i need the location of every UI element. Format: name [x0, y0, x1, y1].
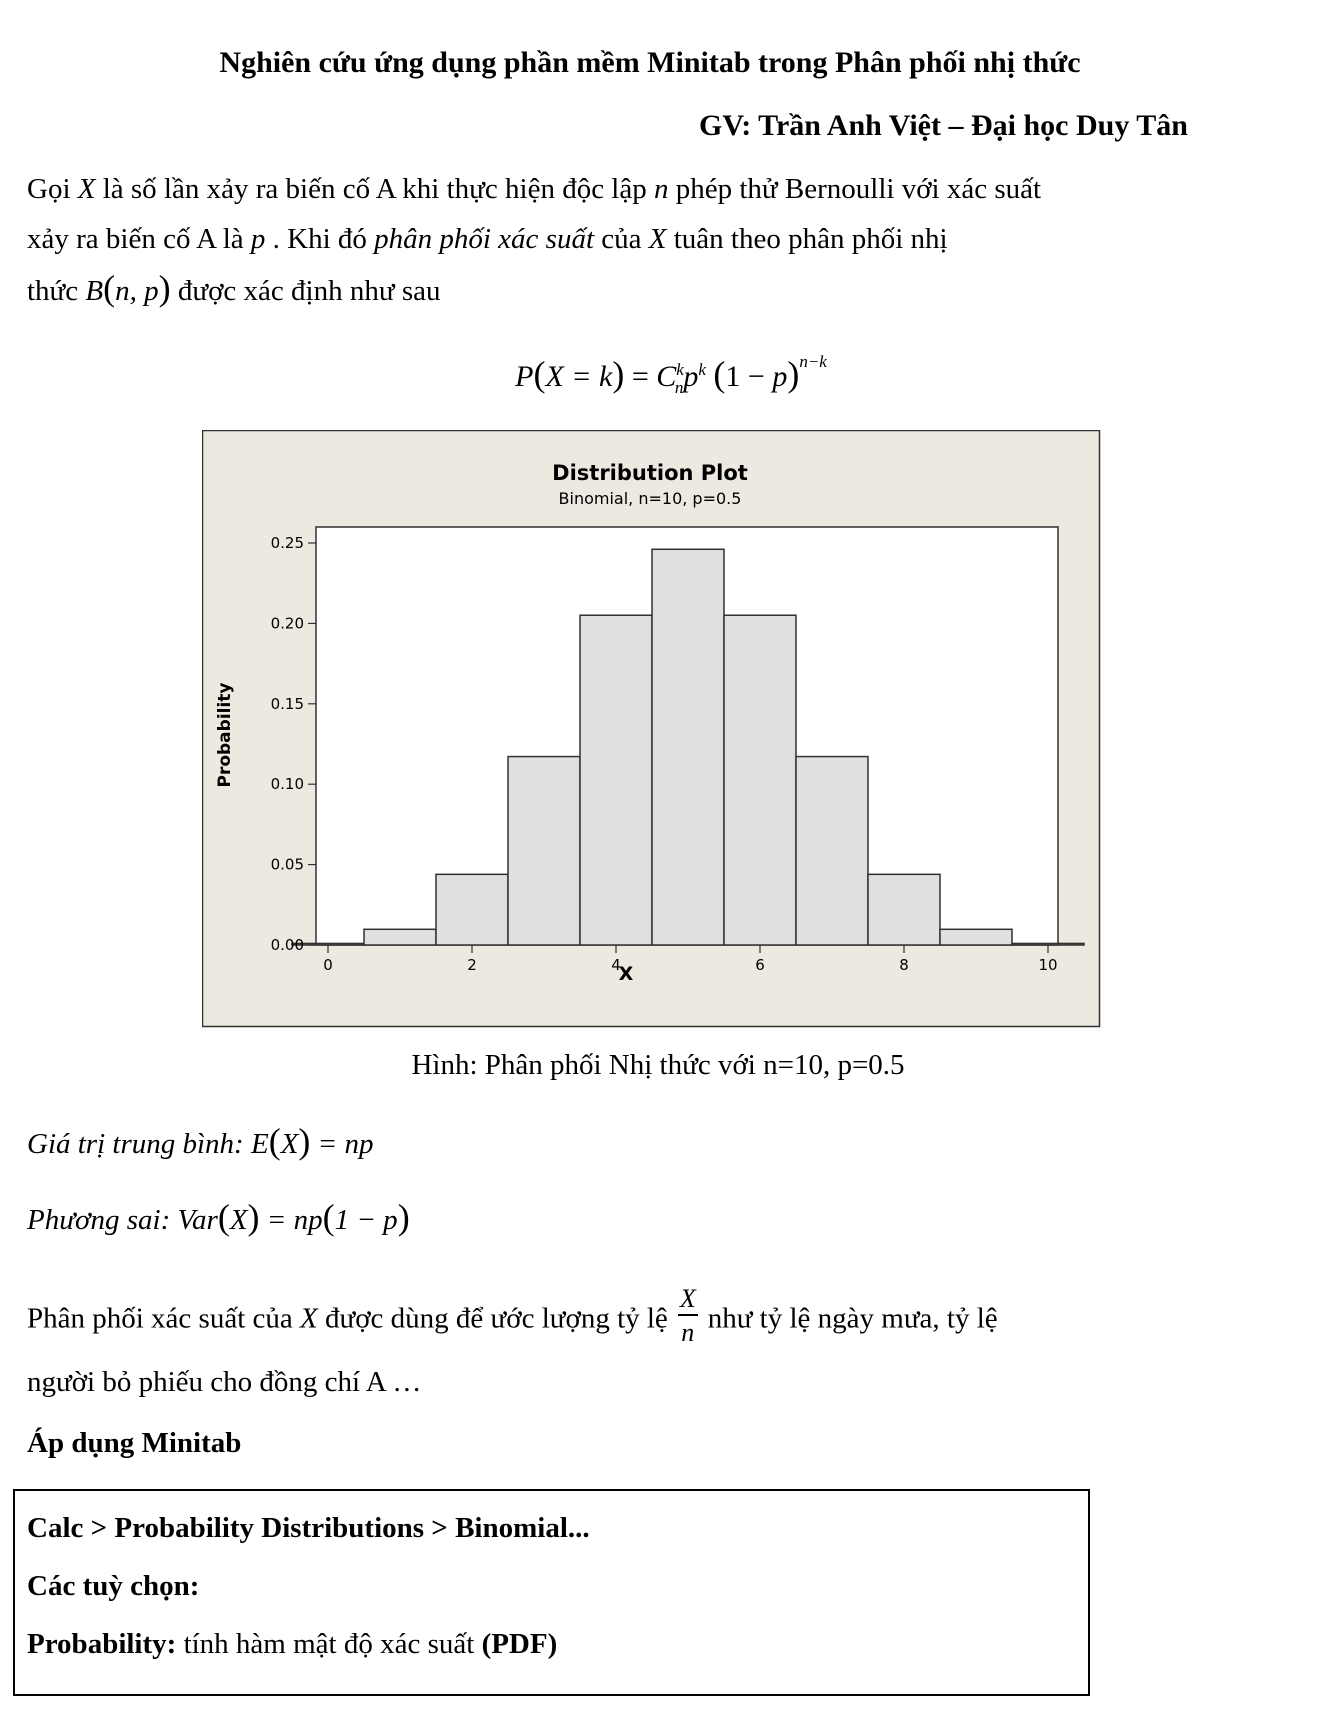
- bar-x-3: [508, 757, 580, 945]
- bar-x-2: [436, 874, 508, 945]
- bar-x-8: [868, 874, 940, 945]
- y-tick-label: 0.20: [270, 614, 304, 633]
- figure-caption: Hình: Phân phối Nhị thức với n=10, p=0.5: [411, 1049, 905, 1081]
- x-axis-label: X: [618, 963, 634, 985]
- chart-subtitle: Binomial, n=10, p=0.5: [558, 489, 742, 508]
- bar-x-9: [940, 929, 1012, 945]
- intro-line-1: Gọi X là số lần xảy ra biến cố A khi thực hiện độc lập n phép thử Bernoulli với xác suất: [27, 173, 1042, 205]
- bar-x-7: [796, 757, 868, 945]
- y-tick-label: 0.15: [270, 694, 304, 713]
- author-line: GV: Trần Anh Việt – Đại học Duy Tân: [698, 109, 1188, 142]
- x-tick-label: 2: [467, 956, 477, 974]
- y-tick-label: 0.05: [270, 855, 304, 874]
- intro-line-2: xảy ra biến cố A là p . Khi đó phân phối xác suất của X tuân theo phân phối nhị: [27, 223, 948, 255]
- intro-line-3: thức B(n, p) được xác định như sau: [27, 268, 441, 308]
- y-axis-label: Probability: [215, 682, 235, 788]
- section-heading: Áp dụng Minitab: [27, 1427, 242, 1459]
- usage-line-1: Phân phối xác suất của X được dùng để ước lượng tỷ lệ $\frac{X}{n}$ như tỷ lệ ngày mưa, tỷ lệ: [27, 1288, 998, 1354]
- bar-x-4: [580, 615, 652, 945]
- probability-option: Probability: tính hàm mật độ xác suất (PDF): [27, 1628, 558, 1660]
- y-tick-label: 0.10: [270, 775, 304, 794]
- fraction-x-over-n: $\frac{X}{n}$: [679, 1284, 696, 1347]
- bar-x-5: [652, 549, 724, 945]
- mean-formula: Giá trị trung bình: E(X) = np: [27, 1121, 374, 1161]
- distribution-plot: [202, 430, 1102, 1030]
- menu-path: Calc > Probability Distributions > Binomial...: [27, 1512, 590, 1544]
- x-tick-label: 8: [899, 956, 909, 974]
- x-tick-label: 6: [755, 956, 765, 974]
- y-tick-label: 0.25: [270, 534, 304, 552]
- variance-formula: Phương sai: Var(X) = np(1 − p): [27, 1197, 410, 1237]
- bar-x-1: [364, 929, 436, 945]
- y-tick-label: 0.00: [270, 936, 304, 954]
- binomial-pmf-formula: $P(X = k) = C^k_np^k$ $(1 - p)^{n-k}$: [515, 352, 827, 397]
- minitab-instructions-box: [13, 1489, 1090, 1696]
- options-label: Các tuỳ chọn:: [27, 1570, 200, 1602]
- document-title: Nghiên cứu ứng dụng phần mềm Minitab trong Phân phối nhị thức: [219, 46, 1081, 79]
- bar-x-6: [724, 615, 796, 945]
- x-tick-label: 10: [1038, 956, 1058, 974]
- chart-title: Distribution Plot: [552, 461, 748, 485]
- x-tick-label: 0: [323, 956, 333, 974]
- usage-line-2: người bỏ phiếu cho đồng chí A …: [27, 1366, 422, 1398]
- x-tick-label: 4: [611, 956, 621, 974]
- bar-x-10: [1012, 943, 1084, 945]
